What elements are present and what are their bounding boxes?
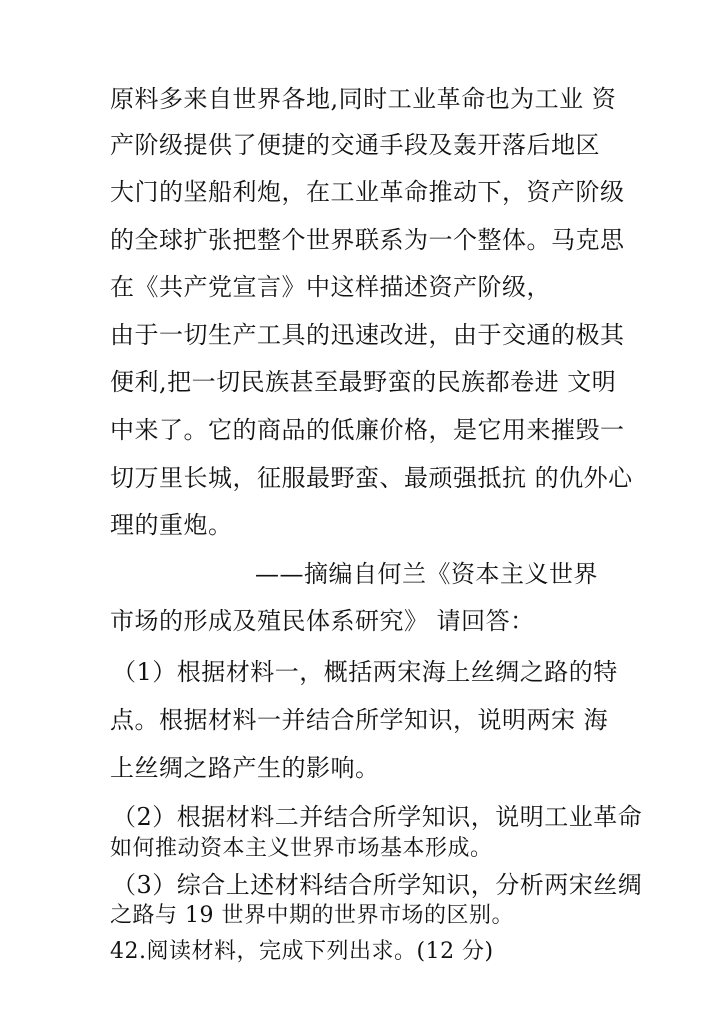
text-line-9: 切万里长城，征服最野蛮、最顽强抵抗 的仇外心	[110, 464, 633, 492]
citation-line-1: ——摘编自何兰《资本主义世界	[255, 560, 598, 588]
question-42-heading: 42.阅读材料，完成下列出求。(12 分)	[110, 939, 494, 964]
question-1-line-1: （1）根据材料一，概括两宋海上丝绸之路的特	[112, 658, 618, 686]
text-line-2: 产阶级提供了便捷的交通手段及轰开落后地区	[110, 131, 600, 159]
citation-line-2: 市场的形成及殖民体系研究》 请回答：	[110, 607, 535, 635]
question-1-line-2: 点。根据材料一并结合所学知识，说明两宋 海	[110, 706, 609, 734]
question-2-line-2: 如何推动资本主义世界市场基本形成。	[110, 836, 493, 861]
text-line-8: 中来了。它的商品的低廉价格，是它用来摧毁一	[110, 416, 625, 444]
question-3-line-1: （3）综合上述材料结合所学知识，分析两宋丝绸	[112, 871, 643, 899]
text-line-3: 大门的坚船利炮，在工业革命推动下，资产阶级	[110, 178, 625, 206]
text-line-7: 便利,把一切民族甚至最野蛮的民族都卷进 文明	[110, 368, 617, 396]
text-line-4: 的全球扩张把整个世界联系为一个整体。马克思	[110, 226, 625, 254]
question-1-line-3: 上丝绸之路产生的影响。	[110, 754, 380, 782]
question-2-line-1: （2）根据材料二并结合所学知识，说明工业革命	[112, 803, 643, 831]
text-line-5: 在《共产党宣言》中这样描述资产阶级，	[110, 273, 551, 301]
text-line-1: 原料多来自世界各地,同时工业革命也为工业 资	[110, 85, 617, 113]
text-line-10: 理的重炮。	[110, 511, 233, 539]
text-line-6: 由于一切生产工具的迅速改进，由于交通的极其	[110, 321, 625, 349]
question-3-line-2: 之路与 19 世界中期的世界市场的区别。	[110, 903, 514, 928]
